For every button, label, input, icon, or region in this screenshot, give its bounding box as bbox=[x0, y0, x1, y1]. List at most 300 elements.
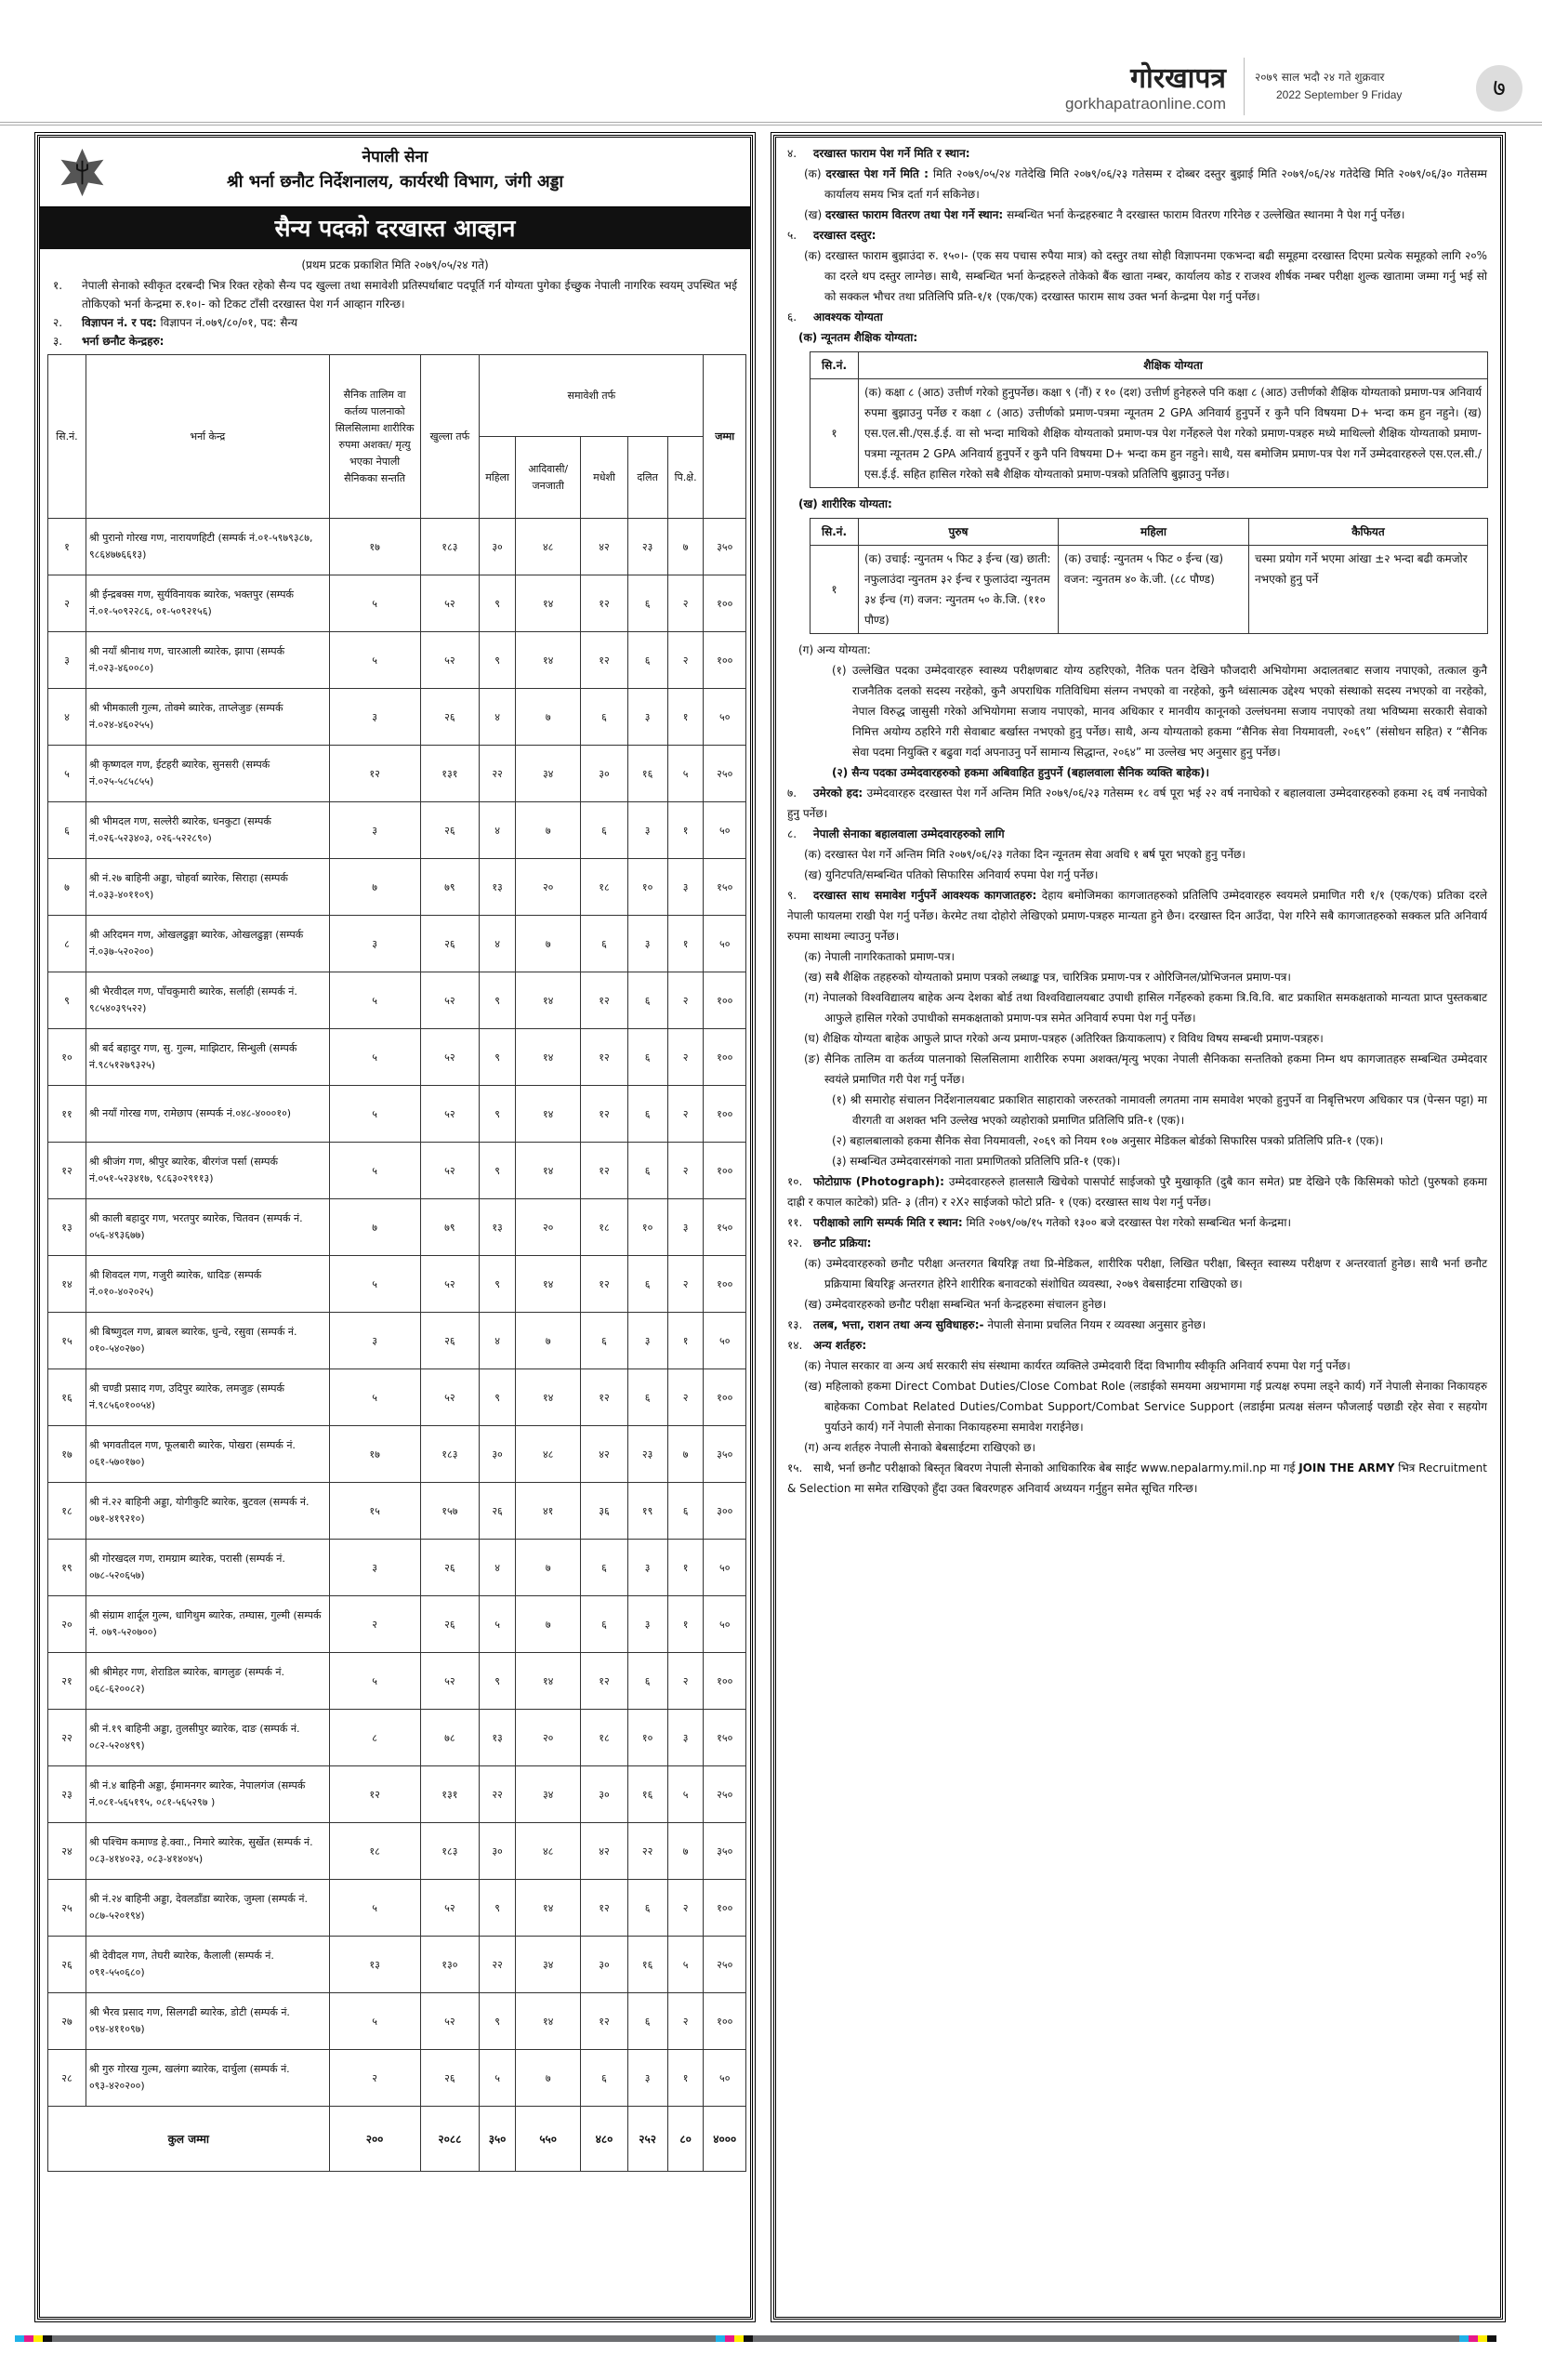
section-4-heading: ४. दरखास्त फाराम पेश गर्ने मिति र स्थान: bbox=[787, 147, 970, 160]
row-value-t: ५० bbox=[704, 1596, 746, 1653]
page-number: ७ bbox=[1476, 65, 1522, 112]
row-value-da: २३ bbox=[627, 1426, 667, 1483]
row-value-da: १६ bbox=[627, 1937, 667, 1993]
row-center: श्री श्रीजंग गण, श्रीपुर ब्यारेक, बीरगंज पर्सा (सम्पर्क नं.०५१-५२३४१७, ९८६३०२९११३) bbox=[86, 1143, 329, 1199]
row-value-d: ३ bbox=[329, 916, 420, 972]
row-value-t: ३०० bbox=[704, 1483, 746, 1540]
row-center: श्री भैरवीदल गण, पाँचकुमारी ब्यारेक, सर्लाही (सम्पर्क नं. ९८५४०३९५२२) bbox=[86, 972, 329, 1029]
section-4-kha: (ख) दरखास्त फाराम वितरण तथा पेश गर्ने स्थान: सम्बन्धित भर्ना केन्द्रहरुबाट नै दरखास्त फाराम वितरण गरिनेछ र उल्लेखित स्थानमा नै पेश गर्नु पर्नेछ। bbox=[804, 208, 1405, 221]
phy-remarks: चस्मा प्रयोग गर्ने भएमा आंखा ±२ भन्दा बढी कमजोर नभएको हुनु पर्ने bbox=[1249, 546, 1488, 634]
physical-qualification-table bbox=[810, 518, 1488, 634]
row-sn: ३ bbox=[48, 632, 86, 689]
table-row bbox=[48, 916, 746, 972]
row-value-d: ३ bbox=[329, 689, 420, 746]
table-row bbox=[48, 1880, 746, 1937]
section-11: ११. परीक्षाको लागि सम्पर्क मिति र स्थान: मिति २०७९/०७/१५ गतेको १३०० बजे दरखास्त पेश गरेको सम्बन्धित भर्ना केन्द्रमा। bbox=[787, 1216, 1292, 1229]
row-value-da: १६ bbox=[627, 1766, 667, 1823]
row-value-w: ४ bbox=[480, 1313, 516, 1369]
row-value-j: १४ bbox=[515, 1143, 581, 1199]
row-value-da: ३ bbox=[627, 1313, 667, 1369]
newspaper-url[interactable]: gorkhapatraonline.com bbox=[1065, 95, 1226, 112]
row-value-j: १४ bbox=[515, 1653, 581, 1710]
row-center: श्री शिवदल गण, गजुरी ब्यारेक, धादिङ (सम्पर्क नं.०१०-४०२०२५) bbox=[86, 1256, 329, 1313]
col-header-women: महिला bbox=[480, 437, 516, 519]
row-value-da: १० bbox=[627, 1710, 667, 1766]
total-value-da: २५२ bbox=[627, 2107, 667, 2172]
row-value-o: ७८ bbox=[420, 1710, 480, 1766]
row-value-b: ७ bbox=[667, 1823, 704, 1880]
table-row bbox=[48, 1256, 746, 1313]
total-value-m: ४८० bbox=[581, 2107, 627, 2172]
print-swatch-black bbox=[744, 2335, 753, 2342]
row-value-w: १३ bbox=[480, 1199, 516, 1256]
row-value-b: १ bbox=[667, 689, 704, 746]
section-9-kha: (ख) सबै शैक्षिक तहहरुको योग्यताको प्रमाण पत्रको लब्धाङ्क पत्र, चारित्रिक प्रमाण-पत्र र ओरिजिनल/प्रोभिजनल प्रमाण-पत्र। bbox=[804, 971, 1291, 984]
row-value-t: १५० bbox=[704, 1710, 746, 1766]
row-value-b: ७ bbox=[667, 1426, 704, 1483]
row-value-m: १२ bbox=[581, 1993, 627, 2050]
total-label: कुल जम्मा bbox=[48, 2107, 330, 2172]
row-value-o: ५२ bbox=[420, 1653, 480, 1710]
section-9-nga-3: (३) सम्बन्धित उम्मेदवारसंगको नाता प्रमाणितको प्रतिलिपि प्रति-१ (एक)। bbox=[832, 1155, 1121, 1168]
row-value-d: ५ bbox=[329, 1256, 420, 1313]
row-sn: २६ bbox=[48, 1937, 86, 1993]
row-value-da: ३ bbox=[627, 802, 667, 859]
row-value-da: ६ bbox=[627, 972, 667, 1029]
row-value-b: २ bbox=[667, 1029, 704, 1086]
row-sn: १३ bbox=[48, 1199, 86, 1256]
row-value-b: १ bbox=[667, 1540, 704, 1596]
row-sn: ९ bbox=[48, 972, 86, 1029]
row-value-m: १२ bbox=[581, 1029, 627, 1086]
row-value-d: ५ bbox=[329, 1880, 420, 1937]
section-12-kha: (ख) उम्मेदवारहरुको छनौट परीक्षा सम्बन्धित भर्ना केन्द्रहरुमा संचालन हुनेछ। bbox=[804, 1298, 1107, 1311]
row-value-d: ५ bbox=[329, 972, 420, 1029]
print-swatch-black bbox=[43, 2335, 52, 2342]
date-english: 2022 September 9 Friday bbox=[1276, 88, 1403, 101]
phy-header-remarks: कैफियत bbox=[1249, 519, 1488, 546]
section-8-heading: ८. नेपाली सेनाका बहालवाला उम्मेदवारहरुको लागि bbox=[787, 827, 1005, 840]
recruitment-table-body bbox=[48, 519, 746, 2172]
row-value-o: २६ bbox=[420, 916, 480, 972]
row-value-j: ४८ bbox=[515, 1823, 581, 1880]
row-value-w: ९ bbox=[480, 632, 516, 689]
section-14-kha: (ख) महिलाको हकमा Direct Combat Duties/Close Combat Role (लडाईको समयमा अग्रभागमा गई प्रत्यक्ष रुपमा लड्ने कार्य) गर्ने नेपाली सेनाका निकायहरु बाहेकका Combat Related Duties/Combat Support/Combat Service Support (लडाईमा प्रत्यक्ष संलग्न फौजलाई पछाडी रहेर सेवा र सहयोग पुर्याउने कार्य) गर्ने नेपाली सेनाका निकायहरुमा समावेश गराईनेछ। bbox=[804, 1380, 1487, 1434]
table-row bbox=[48, 1823, 746, 1880]
section-9-nga-1: (१) श्री समारोह संचालन निर्देशनालयबाट प्रकाशित साहाराको जरुरतको नामावली लगतमा नाम समावेश भएको हुनुपर्ने वा निबृत्तिभरण अधिकार पत्र (पेन्सन पट्टा) मा वीरगती वा अशक्त भनि उल्लेख भएको व्यहोराको प्रमाणित प्रतिलिपि प्रति-१ (एक)। bbox=[832, 1093, 1487, 1127]
row-sn: १८ bbox=[48, 1483, 86, 1540]
row-value-o: २६ bbox=[420, 689, 480, 746]
row-center: श्री नं.२४ बाहिनी अड्डा, देवलडाँडा ब्यारेक, जुम्ला (सम्पर्क नं. ०८७-५२०१९४) bbox=[86, 1880, 329, 1937]
section-14-heading: १४. अन्य शर्तहरु: bbox=[787, 1339, 867, 1352]
row-value-t: ५० bbox=[704, 916, 746, 972]
row-value-j: २० bbox=[515, 859, 581, 916]
row-sn: २५ bbox=[48, 1880, 86, 1937]
row-sn: १९ bbox=[48, 1540, 86, 1596]
row-sn: २४ bbox=[48, 1823, 86, 1880]
row-value-j: २० bbox=[515, 1199, 581, 1256]
table-row bbox=[48, 1029, 746, 1086]
row-value-b: १ bbox=[667, 1313, 704, 1369]
row-value-d: १७ bbox=[329, 519, 420, 575]
notice-banner-title: सैन्य पदको दरखास्त आव्हान bbox=[40, 207, 750, 249]
section-15: १५. साथै, भर्ना छनौट परीक्षाको बिस्तृत बिवरण नेपाली सेनाको आधिकारिक बेब साईट www.nepalarmy.mil.np मा गई JOIN THE ARMY भित्र Recruitment & Selection मा समेत राखिएको हुँदा उक्त बिवरणहरु अनिवार्य अध्ययन गर्नुहुन समेत सूचित गरिन्छ। bbox=[787, 1461, 1487, 1495]
row-value-t: १०० bbox=[704, 1143, 746, 1199]
row-value-b: १ bbox=[667, 2050, 704, 2107]
row-value-w: ९ bbox=[480, 1653, 516, 1710]
row-value-m: ६ bbox=[581, 689, 627, 746]
row-value-t: ३५० bbox=[704, 1823, 746, 1880]
row-value-j: १४ bbox=[515, 632, 581, 689]
row-sn: २७ bbox=[48, 1993, 86, 2050]
row-value-t: ३५० bbox=[704, 1426, 746, 1483]
org-name: नेपाली सेना bbox=[362, 148, 428, 166]
row-center: श्री भगवतीदल गण, फूलबारी ब्यारेक, पोखरा (सम्पर्क नं. ०६१-५७०१७०) bbox=[86, 1426, 329, 1483]
section-12-heading: १२. छनौट प्रक्रिया: bbox=[787, 1236, 872, 1250]
print-swatch-magenta bbox=[24, 2335, 33, 2342]
table-row bbox=[48, 1596, 746, 1653]
row-value-m: १२ bbox=[581, 575, 627, 632]
row-value-o: १५७ bbox=[420, 1483, 480, 1540]
col-header-total: जम्मा bbox=[704, 355, 746, 519]
row-value-m: १२ bbox=[581, 632, 627, 689]
date-nepali: २०७९ साल भदौ २४ गते शुक्रवार bbox=[1255, 71, 1385, 84]
recruitment-centers-table bbox=[47, 354, 746, 2172]
section-6-ga-1: (१) उल्लेखित पदका उम्मेदवारहरु स्वास्थ्य परीक्षणबाट योग्य ठहरिएको, नैतिक पतन देखिने फौजदारी अभियोगमा अदालतबाट सजाय नपाएको, तत्काल कुनै राजनैतिक दलको सदस्य नरहेको, कुनै अपराधिक गतिविधिमा संलग्न नभएको वा नरहेको, कुनै ध्वंसात्मक उद्देश्य भएको संस्थाको सदस्य नभएको वा नरहेको, नेपाल विरुद्ध जासुसी गरेको अभियोगमा सजाय नपाएको, मानव अधिकार र मानवीय कानूनको उल्लंघनमा सजाय नपाएको तथा भविष्यमा सरकारी सेवाको निमित्त अयोग्य ठहरिने गरी सेवाबाट बर्खास्त नभएको हुनु पर्नेछ। साथै, अन्य योग्यताको हकमा “सैनिक सेवा नियमावली, २०६९” (संसोधन सहित) र “सैनिक सेवा पदमा नियुक्ति र बढुवा गर्दा अपनाउनु पर्ने सामान्य सिद्धान्त, २०६४” मा उल्लेख भए अनुसार हुनु पर्नेछ। bbox=[832, 664, 1487, 759]
row-value-j: २० bbox=[515, 1710, 581, 1766]
row-center: श्री नयाँ श्रीनाथ गण, चारआली ब्यारेक, झापा (सम्पर्क नं.०२३-४६००८०) bbox=[86, 632, 329, 689]
row-value-m: ३० bbox=[581, 746, 627, 802]
print-swatch-yellow bbox=[734, 2335, 744, 2342]
row-value-m: ३० bbox=[581, 1937, 627, 1993]
row-value-w: २६ bbox=[480, 1483, 516, 1540]
row-value-o: १८३ bbox=[420, 1823, 480, 1880]
row-value-o: ७९ bbox=[420, 859, 480, 916]
row-value-t: १०० bbox=[704, 1653, 746, 1710]
row-value-m: ६ bbox=[581, 916, 627, 972]
row-center: श्री भीमदल गण, सल्लेरी ब्यारेक, धनकुटा (सम्पर्क नं.०२६-५२३४०३, ०२६-५२२८९०) bbox=[86, 802, 329, 859]
row-value-m: ६ bbox=[581, 1596, 627, 1653]
row-sn: १ bbox=[48, 519, 86, 575]
row-value-m: ४२ bbox=[581, 1823, 627, 1880]
row-value-o: ५२ bbox=[420, 575, 480, 632]
row-value-m: १२ bbox=[581, 1256, 627, 1313]
row-sn: ७ bbox=[48, 859, 86, 916]
row-value-da: ३ bbox=[627, 2050, 667, 2107]
section-9: ९. दरखास्त साथ समावेश गर्नुपर्ने आवश्यक कागजातहरु: देहाय बमोजिमका कागजातहरुको प्रतिलिपि उम्मेदवारहरु स्वयमले प्रमाणित गरी १/१ (एक/एक) प्रतिका दरले नेपाली फायलमा राखी पेश गर्नु पर्नेछ। केरमेट तथा दोहोरो लेखिएको प्रमाण-पत्रहरु मान्यता हुने छैन। दरखास्त दिन आउँदा, पेश गरिने सबै कागजातहरुको सक्कल प्रति अनिवार्य रुपमा साथमा ल्याउनु पर्नेछ। bbox=[787, 889, 1487, 943]
row-value-b: १ bbox=[667, 802, 704, 859]
phy-male-requirements: (क) उचाई: न्युनतम ५ फिट ३ ईन्च (ख) छाती: नफुलाउंदा न्युनतम ३२ ईन्च र फुलाउंदा न्युनतम ३४ ईन्च (ग) वजन: न्युनतम ५० के.जि. (११० पौण्ड) bbox=[859, 546, 1059, 634]
row-center: श्री संग्राम शार्दूल गुल्म, धागिथुम ब्यारेक, तम्घास, गुल्मी (सम्पर्क नं. ०७९-५२०७००) bbox=[86, 1596, 329, 1653]
row-value-w: २२ bbox=[480, 1766, 516, 1823]
row-value-w: ९ bbox=[480, 1880, 516, 1937]
row-value-j: ४८ bbox=[515, 519, 581, 575]
row-value-b: २ bbox=[667, 1143, 704, 1199]
row-value-m: ४२ bbox=[581, 519, 627, 575]
row-value-j: ७ bbox=[515, 802, 581, 859]
row-value-b: ३ bbox=[667, 1710, 704, 1766]
row-sn: २० bbox=[48, 1596, 86, 1653]
row-value-t: १०० bbox=[704, 632, 746, 689]
row-value-b: २ bbox=[667, 1369, 704, 1426]
row-value-j: १४ bbox=[515, 1993, 581, 2050]
row-value-t: १०० bbox=[704, 972, 746, 1029]
row-value-o: ५२ bbox=[420, 1086, 480, 1143]
print-swatch-black bbox=[1487, 2335, 1496, 2342]
row-value-da: ६ bbox=[627, 632, 667, 689]
row-value-m: ३६ bbox=[581, 1483, 627, 1540]
total-value-b: ८० bbox=[667, 2107, 704, 2172]
table-row bbox=[48, 1993, 746, 2050]
row-center: श्री भीमकाली गुल्म, तोक्मे ब्यारेक, ताप्लेजुङ (सम्पर्क नं.०२४-४६०२५५) bbox=[86, 689, 329, 746]
section-6-heading: ६. आवश्यक योग्यता bbox=[787, 311, 883, 324]
print-swatch-magenta bbox=[725, 2335, 734, 2342]
row-value-m: १८ bbox=[581, 1710, 627, 1766]
row-center: श्री नं.२७ बाहिनी अड्डा, चोहर्वा ब्यारेक, सिराहा (सम्पर्क नं.०३३-४०११०९) bbox=[86, 859, 329, 916]
section-7: ७. उमेरको हद: उम्मेदवारहरु दरखास्त पेश गर्ने अन्तिम मिति २०७९/०६/२३ गतेसम्म १८ वर्ष पूरा भई २२ वर्ष ननाघेको र बहालवाला उम्मेदवारहरुको हकमा २६ वर्ष ननाघेको हुनु पर्नेछ। bbox=[787, 787, 1487, 820]
row-value-b: ५ bbox=[667, 1766, 704, 1823]
table-row bbox=[48, 689, 746, 746]
row-sn: ६ bbox=[48, 802, 86, 859]
row-value-w: ४ bbox=[480, 689, 516, 746]
col-header-disabled-descendants: सैनिक तालिम वा कर्तव्य पालनाको सिलसिलामा शारीरिक रुपमा अशक्त/ मृत्यु भएका नेपाली सैनिकका सन्तति bbox=[329, 355, 420, 519]
section-4-ka: (क) दरखास्त पेश गर्ने मिति : मिति २०७९/०५/२४ गतेदेखि मिति २०७९/०६/२३ गतेसम्म र दोब्बर दस्तुर बुझाई मिति २०७९/०६/२४ गतेदेखि मिति २०७९/०६/३० गतेसम्म कार्यालय समय भित्र दर्ता गर्न सकिनेछ। bbox=[804, 167, 1487, 201]
row-value-j: १४ bbox=[515, 1256, 581, 1313]
row-value-t: ५० bbox=[704, 802, 746, 859]
row-center: श्री गुरु गोरख गुल्म, खलंगा ब्यारेक, दार्चुला (सम्पर्क नं. ०९३-४२०२००) bbox=[86, 2050, 329, 2107]
total-value-t: ४००० bbox=[704, 2107, 746, 2172]
col-header-open: खुल्ला तर्फ bbox=[420, 355, 480, 519]
table-row bbox=[48, 1369, 746, 1426]
row-value-d: ५ bbox=[329, 632, 420, 689]
row-value-d: २ bbox=[329, 1596, 420, 1653]
table-row bbox=[48, 1653, 746, 1710]
publish-date: (प्रथम प्रटक प्रकाशित मिति २०७९/०५/२४ गते) bbox=[301, 258, 489, 271]
row-sn: २२ bbox=[48, 1710, 86, 1766]
row-center: श्री नयाँ गोरख गण, रामेछाप (सम्पर्क नं.०४८-४०००१०) bbox=[86, 1086, 329, 1143]
row-value-da: ६ bbox=[627, 575, 667, 632]
section-9-nga: (ङ) सैनिक तालिम वा कर्तव्य पालनाको सिलसिलामा शारीरिक रुपमा अशक्त/मृत्यु भएका नेपाली सैनिकका सन्ततिको हकमा निम्न थप कागजातहरु सम्बन्धित उम्मेदवार स्वयंले प्रमाणित गरी पेश गर्नु पर्नेछ। bbox=[804, 1052, 1487, 1086]
row-value-o: ५२ bbox=[420, 1143, 480, 1199]
row-value-w: २२ bbox=[480, 746, 516, 802]
row-sn: ५ bbox=[48, 746, 86, 802]
row-value-j: १४ bbox=[515, 575, 581, 632]
row-value-o: २६ bbox=[420, 1313, 480, 1369]
section-14-ka: (क) नेपाल सरकार वा अन्य अर्ध सरकारी संघ संस्थामा कार्यरत व्यक्तिले उम्मेदवारी दिंदा विभागीय स्वीकृति अनिवार्य रुपमा पेश गर्नु पर्नेछ। bbox=[804, 1359, 1351, 1372]
table-row bbox=[48, 1199, 746, 1256]
row-sn: ८ bbox=[48, 916, 86, 972]
row-value-w: ९ bbox=[480, 1369, 516, 1426]
row-value-da: ३ bbox=[627, 689, 667, 746]
row-value-j: १४ bbox=[515, 972, 581, 1029]
row-value-w: ५ bbox=[480, 1596, 516, 1653]
section-9-ga: (ग) नेपालको विश्वविद्यालय बाहेक अन्य देशका बोर्ड तथा विश्वविद्यालयबाट उपाधी हासिल गर्नेहरुको हकमा त्रि.वि.वि. बाट प्रकाशित समकक्षताको मान्यता प्राप्त पुस्तकबाट आफुले हासिल गरेको उपाधीको समकक्षताको प्रमाण-पत्र समेत अनिवार्य रुपमा पेश गर्नु पर्नेछ। bbox=[804, 991, 1487, 1025]
row-value-w: १३ bbox=[480, 1710, 516, 1766]
row-value-j: ७ bbox=[515, 1596, 581, 1653]
row-value-o: २६ bbox=[420, 802, 480, 859]
row-value-t: २५० bbox=[704, 1937, 746, 1993]
row-value-d: १८ bbox=[329, 1823, 420, 1880]
row-value-b: ५ bbox=[667, 1937, 704, 1993]
row-value-b: ३ bbox=[667, 1199, 704, 1256]
row-value-d: १५ bbox=[329, 1483, 420, 1540]
edu-header-qualification: शैक्षिक योग्यता bbox=[859, 352, 1488, 379]
row-value-o: २६ bbox=[420, 1596, 480, 1653]
row-value-b: २ bbox=[667, 972, 704, 1029]
print-color-bar-right bbox=[753, 2335, 1459, 2342]
table-row bbox=[48, 859, 746, 916]
row-value-j: ३४ bbox=[515, 746, 581, 802]
row-sn: १० bbox=[48, 1029, 86, 1086]
masthead-divider bbox=[1244, 58, 1245, 115]
row-value-m: ६ bbox=[581, 1540, 627, 1596]
col-header-madhesi: मधेशी bbox=[581, 437, 627, 519]
row-value-t: २५० bbox=[704, 1766, 746, 1823]
row-value-w: ४ bbox=[480, 916, 516, 972]
row-value-m: ६ bbox=[581, 1313, 627, 1369]
row-value-m: १२ bbox=[581, 972, 627, 1029]
row-center: श्री अरिदमन गण, ओखलढुङ्गा ब्यारेक, ओखलढुङ्गा (सम्पर्क नं.०३७-५२०२००) bbox=[86, 916, 329, 972]
row-value-da: ६ bbox=[627, 1880, 667, 1937]
row-value-b: ६ bbox=[667, 1483, 704, 1540]
row-center: श्री काली बहादुर गण, भरतपुर ब्यारेक, चितवन (सम्पर्क नं. ०५६-४९३६७७) bbox=[86, 1199, 329, 1256]
table-row bbox=[48, 1143, 746, 1199]
row-value-o: ५२ bbox=[420, 1993, 480, 2050]
row-value-d: १२ bbox=[329, 746, 420, 802]
print-swatch-cyan bbox=[15, 2335, 24, 2342]
section-9-nga-2: (२) बहालबालाको हकमा सैनिक सेवा नियमावली, २०६९ को नियम १०७ अनुसार मेडिकल बोर्डको सिफारिस पत्रको प्रतिलिपि प्रति-१ (एक)। bbox=[832, 1134, 1384, 1147]
row-value-o: ५२ bbox=[420, 632, 480, 689]
section-8-kha: (ख) युनिटपति/सम्बन्धित पतिको सिफारिस अनिवार्य रुपमा पेश गर्नु पर्नेछ। bbox=[804, 868, 1099, 881]
row-sn: २१ bbox=[48, 1653, 86, 1710]
row-value-w: ९ bbox=[480, 575, 516, 632]
row-value-da: ६ bbox=[627, 1143, 667, 1199]
print-swatch-cyan bbox=[1459, 2335, 1469, 2342]
row-value-w: १३ bbox=[480, 859, 516, 916]
row-value-d: ५ bbox=[329, 1143, 420, 1199]
row-sn: २८ bbox=[48, 2050, 86, 2107]
row-value-j: ७ bbox=[515, 916, 581, 972]
table-row bbox=[48, 1426, 746, 1483]
row-value-t: ५० bbox=[704, 689, 746, 746]
row-value-b: ३ bbox=[667, 859, 704, 916]
col-header-inclusive: समावेशी तर्फ bbox=[480, 355, 704, 437]
row-center: श्री बिष्णुदल गण, ब्राबल ब्यारेक, धुन्चे, रसुवा (सम्पर्क नं. ०१०-५४०२७०) bbox=[86, 1313, 329, 1369]
section-9-gha: (घ) शैक्षिक योग्यता बाहेक आफुले प्राप्त गरेको अन्य प्रमाण-पत्रहरु (अतिरिक्त क्रियाकलाप) र विविध विषय सम्बन्धी प्रमाण-पत्रहरु। bbox=[804, 1032, 1324, 1045]
row-value-b: २ bbox=[667, 1880, 704, 1937]
row-value-t: ५० bbox=[704, 1313, 746, 1369]
row-sn: १६ bbox=[48, 1369, 86, 1426]
row-value-j: ७ bbox=[515, 1313, 581, 1369]
notice-right-column bbox=[773, 135, 1503, 2320]
row-value-w: ५ bbox=[480, 2050, 516, 2107]
section-14-ga: (ग) अन्य शर्तहरु नेपाली सेनाको बेबसाईटमा राखिएको छ। bbox=[804, 1441, 1036, 1454]
row-value-b: १ bbox=[667, 916, 704, 972]
section-13: १३. तलब, भत्ता, राशन तथा अन्य सुविधाहरु:- नेपाली सेनामा प्रचलित नियम र व्यवस्था अनुसार हुनेछ। bbox=[787, 1318, 1206, 1331]
row-value-o: ५२ bbox=[420, 1029, 480, 1086]
row-value-t: १०० bbox=[704, 1256, 746, 1313]
row-sn: १२ bbox=[48, 1143, 86, 1199]
row-value-da: ६ bbox=[627, 1086, 667, 1143]
row-value-da: १९ bbox=[627, 1483, 667, 1540]
row-value-j: ७ bbox=[515, 689, 581, 746]
row-value-b: २ bbox=[667, 632, 704, 689]
section-5-ka: (क) दरखास्त फाराम बुझाउंदा रु. १५०।- (एक सय पचास रुपैया मात्र) को दस्तुर तथा सोही विज्ञापनमा एकभन्दा बढी समूहमा दरखास्त दिएमा प्रत्येक समूहको लागि २०% का दरले थप दस्तुर लाग्नेछ। साथै, सम्बन्धित भर्ना केन्द्रहरुले तोकेको बैंक खाता नम्बर, कार्यालय कोड र राजश्व शीर्षक नम्बर परीक्षा शुल्क खातामा जम्मा गर्नु भई सो को सक्कल भौचर तथा प्रतिलिपि प्रति-१/१ (एक/एक) दरखास्त फाराम साथ उक्त भर्ना केन्द्रमा पेश गर्नु पर्नेछ। bbox=[804, 249, 1487, 303]
row-value-j: ३४ bbox=[515, 1766, 581, 1823]
row-center: श्री नं.२२ बाहिनी अड्डा, योगीकुटि ब्यारेक, बुटवल (सम्पर्क नं. ०७१-४१९२१०) bbox=[86, 1483, 329, 1540]
table-row bbox=[48, 1710, 746, 1766]
row-value-d: ५ bbox=[329, 575, 420, 632]
row-center: श्री पुरानो गोरख गण, नारायणहिटी (सम्पर्क नं.०१-५९७९३८७, ९८६४७७६६१३) bbox=[86, 519, 329, 575]
col-header-janajati: आदिवासी/ जनजाती bbox=[515, 437, 581, 519]
row-value-o: १८३ bbox=[420, 1426, 480, 1483]
row-sn: १४ bbox=[48, 1256, 86, 1313]
row-value-o: १३१ bbox=[420, 746, 480, 802]
table-row bbox=[48, 2050, 746, 2107]
row-value-m: १२ bbox=[581, 1143, 627, 1199]
row-center: श्री कृष्णदल गण, ईटहरी ब्यारेक, सुनसरी (सम्पर्क नं.०२५-५८५८५५) bbox=[86, 746, 329, 802]
row-value-d: ३ bbox=[329, 1540, 420, 1596]
newspaper-title: गोरखापत्र bbox=[1130, 62, 1226, 95]
row-center: श्री बर्द बहादुर गण, सु. गुल्म, माझिटार, सिन्धुली (सम्पर्क नं.९८५१२७९३२५) bbox=[86, 1029, 329, 1086]
edu-qualification-text: (क) कक्षा ८ (आठ) उत्तीर्ण गरेको हुनुपर्नेछ। कक्षा ९ (नौं) र १० (दश) उत्तीर्ण हुनेहरुले पनि कक्षा ८ (आठ) उत्तीर्णको शैक्षिक योग्यताको प्रमाण-पत्र अनिवार्य रुपमा बुझाउनु पर्नेछ र कक्षा ८ (आठ) उत्तीर्णको प्रमाण-पत्रमा न्यूनतम 2 GPA अनिवार्य हुनुपर्ने र कुनै पनि विषयमा D+ भन्दा कम हुन नहुने। (ख) एस.एल.सी./एस.ई.ई. वा सो भन्दा माथिको शैक्षिक योग्यताको प्रमाण-पत्र पेश गर्नेहरुले पेश गरेको प्रमाण-पत्रहरु मध्ये माथिल्लो शैक्षिक योग्यताको प्रमाण-पत्रमा न्यूनतम 2 GPA अनिवार्य हुनुपर्ने र कुनै पनि विषयमा D+ भन्दा कम हुन नहुने। साथै, यस बमोजिम प्रमाण-पत्र पेश गर्ने उम्मेदवारहरुले एस.एल.सी./एस.ई.ई. सहित हासिल गरेको सबै शैक्षिक योग्यताको प्रमाण-पत्रको प्रतिलिपि बुझाउनु पर्नेछ। bbox=[859, 379, 1488, 488]
row-value-da: ६ bbox=[627, 1256, 667, 1313]
row-value-d: १३ bbox=[329, 1937, 420, 1993]
row-value-w: २२ bbox=[480, 1937, 516, 1993]
row-center: श्री पश्चिम कमाण्ड हे.क्वा., निमारे ब्यारेक, सुर्खेत (सम्पर्क नं. ०८३-४१४०२३, ०८३-४१४०४५) bbox=[86, 1823, 329, 1880]
newspaper-masthead bbox=[0, 37, 1542, 126]
row-value-o: १८३ bbox=[420, 519, 480, 575]
row-sn: ४ bbox=[48, 689, 86, 746]
row-value-w: ९ bbox=[480, 1993, 516, 2050]
row-value-b: ५ bbox=[667, 746, 704, 802]
col-header-backward-region: पि.क्षे. bbox=[667, 437, 704, 519]
row-value-j: १४ bbox=[515, 1369, 581, 1426]
row-value-w: ३० bbox=[480, 1823, 516, 1880]
phy-header-male: पुरुष bbox=[859, 519, 1059, 546]
nepal-army-star-emblem-icon bbox=[57, 147, 108, 198]
row-value-da: ३ bbox=[627, 1596, 667, 1653]
row-value-t: १०० bbox=[704, 1029, 746, 1086]
education-qualification-table bbox=[810, 351, 1488, 488]
row-value-j: १४ bbox=[515, 1880, 581, 1937]
section-10: १०. फोटोग्राफ (Photograph): उम्मेदवारहरुले हालसालै खिचेको पासपोर्ट साईजको पुरै मुखाकृति (दुबै कान समेत) प्रष्ट देखिने एकै किसिमको फोटो (पुरुषको हकमा दाह्री र कपाल काटेको) प्रति- ३ (तीन) र २X२ साईजको फोटो प्रति- १ (एक) दरखास्त साथ पेश गर्नु पर्नेछ। bbox=[787, 1175, 1487, 1209]
row-value-da: १० bbox=[627, 1199, 667, 1256]
row-value-j: १४ bbox=[515, 1086, 581, 1143]
row-value-b: २ bbox=[667, 1086, 704, 1143]
row-value-w: ४ bbox=[480, 802, 516, 859]
row-value-b: ७ bbox=[667, 519, 704, 575]
paragraph-1: १. नेपाली सेनाको स्वीकृत दरबन्दी भित्र रिक्त रहेको सैन्य पद खुल्ला तथा समावेशी प्रतिस्पर्धाबाट पदपूर्ति गर्न योग्यता पुगेका ईच्छुक नेपाली नागरिक स्वयम् उपस्थित भई तोकिएको भर्ना केन्द्रमा रु.१०।- को टिकट टाँसी दरखास्त पेश गर्न आव्हान गरिन्छ। bbox=[53, 279, 737, 311]
section-6-kha-heading: (ख) शारीरिक योग्यता: bbox=[798, 497, 892, 510]
row-value-m: १८ bbox=[581, 1199, 627, 1256]
row-value-da: ३ bbox=[627, 1540, 667, 1596]
print-swatch-yellow bbox=[1478, 2335, 1487, 2342]
print-color-bar-left bbox=[52, 2335, 758, 2342]
row-value-t: १५० bbox=[704, 1199, 746, 1256]
row-value-j: १४ bbox=[515, 1029, 581, 1086]
row-center: श्री गोरखदल गण, रामग्राम ब्यारेक, परासी (सम्पर्क नं. ०७८-५२०६५७) bbox=[86, 1540, 329, 1596]
row-value-m: ६ bbox=[581, 802, 627, 859]
row-value-w: ९ bbox=[480, 972, 516, 1029]
row-value-da: १६ bbox=[627, 746, 667, 802]
phy-header-female: महिला bbox=[1059, 519, 1249, 546]
row-value-o: २६ bbox=[420, 1540, 480, 1596]
row-value-d: ५ bbox=[329, 1993, 420, 2050]
row-value-t: १०० bbox=[704, 1369, 746, 1426]
table-row bbox=[48, 632, 746, 689]
row-value-m: ६ bbox=[581, 2050, 627, 2107]
